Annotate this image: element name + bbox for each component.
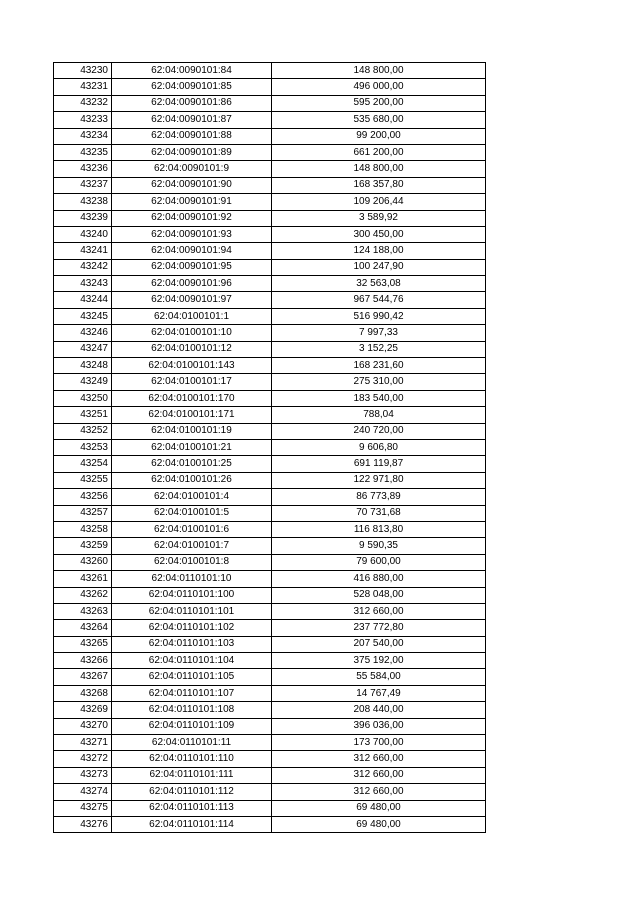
cadastral-value-cell: 183 540,00 <box>272 390 486 406</box>
cadastral-number-cell: 62:04:0090101:89 <box>112 144 272 160</box>
cadastral-number-cell: 62:04:0090101:85 <box>112 79 272 95</box>
row-number-cell: 43236 <box>54 161 112 177</box>
row-number-cell: 43268 <box>54 685 112 701</box>
row-number-cell: 43267 <box>54 669 112 685</box>
table-row <box>54 620 486 636</box>
cadastral-value-cell: 124 188,00 <box>272 243 486 259</box>
cadastral-number-cell: 62:04:0090101:88 <box>112 128 272 144</box>
row-number-cell: 43269 <box>54 702 112 718</box>
table-row <box>54 456 486 472</box>
row-number-cell: 43245 <box>54 308 112 324</box>
row-number-cell: 43249 <box>54 374 112 390</box>
cadastral-number-cell: 62:04:0110101:107 <box>112 685 272 701</box>
table-row <box>54 603 486 619</box>
row-number-cell: 43257 <box>54 505 112 521</box>
cadastral-value-cell: 300 450,00 <box>272 226 486 242</box>
table-row <box>54 685 486 701</box>
cadastral-number-cell: 62:04:0090101:96 <box>112 276 272 292</box>
row-number-cell: 43275 <box>54 800 112 816</box>
cadastral-value-cell: 528 048,00 <box>272 587 486 603</box>
table-row <box>54 407 486 423</box>
row-number-cell: 43262 <box>54 587 112 603</box>
cadastral-number-cell: 62:04:0110101:112 <box>112 784 272 800</box>
row-number-cell: 43273 <box>54 767 112 783</box>
cadastral-value-cell: 788,04 <box>272 407 486 423</box>
row-number-cell: 43258 <box>54 521 112 537</box>
table-row <box>54 521 486 537</box>
table-row <box>54 472 486 488</box>
row-number-cell: 43274 <box>54 784 112 800</box>
table-row <box>54 538 486 554</box>
row-number-cell: 43244 <box>54 292 112 308</box>
table-row <box>54 735 486 751</box>
cadastral-value-cell: 109 206,44 <box>272 194 486 210</box>
cadastral-value-cell: 691 119,87 <box>272 456 486 472</box>
cadastral-number-cell: 62:04:0100101:10 <box>112 325 272 341</box>
cadastral-number-cell: 62:04:0100101:17 <box>112 374 272 390</box>
row-number-cell: 43232 <box>54 95 112 111</box>
table-row <box>54 423 486 439</box>
row-number-cell: 43233 <box>54 112 112 128</box>
cadastral-number-cell: 62:04:0100101:7 <box>112 538 272 554</box>
row-number-cell: 43231 <box>54 79 112 95</box>
row-number-cell: 43250 <box>54 390 112 406</box>
row-number-cell: 43240 <box>54 226 112 242</box>
row-number-cell: 43247 <box>54 341 112 357</box>
table-row <box>54 784 486 800</box>
table-row <box>54 226 486 242</box>
cadastral-number-cell: 62:04:0100101:4 <box>112 489 272 505</box>
row-number-cell: 43261 <box>54 571 112 587</box>
cadastral-value-cell: 967 544,76 <box>272 292 486 308</box>
row-number-cell: 43238 <box>54 194 112 210</box>
table-row <box>54 505 486 521</box>
cadastral-number-cell: 62:04:0100101:12 <box>112 341 272 357</box>
table-row <box>54 259 486 275</box>
row-number-cell: 43246 <box>54 325 112 341</box>
cadastral-number-cell: 62:04:0100101:171 <box>112 407 272 423</box>
table-row <box>54 112 486 128</box>
row-number-cell: 43259 <box>54 538 112 554</box>
table-row <box>54 308 486 324</box>
row-number-cell: 43252 <box>54 423 112 439</box>
cadastral-number-cell: 62:04:0100101:21 <box>112 439 272 455</box>
row-number-cell: 43272 <box>54 751 112 767</box>
cadastral-value-cell: 312 660,00 <box>272 767 486 783</box>
cadastral-value-cell: 168 357,80 <box>272 177 486 193</box>
cadastral-number-cell: 62:04:0110101:103 <box>112 636 272 652</box>
row-number-cell: 43256 <box>54 489 112 505</box>
cadastral-number-cell: 62:04:0110101:105 <box>112 669 272 685</box>
table-row <box>54 161 486 177</box>
cadastral-value-cell: 79 600,00 <box>272 554 486 570</box>
table-row <box>54 702 486 718</box>
row-number-cell: 43265 <box>54 636 112 652</box>
row-number-cell: 43241 <box>54 243 112 259</box>
cadastral-number-cell: 62:04:0100101:5 <box>112 505 272 521</box>
cadastral-value-cell: 375 192,00 <box>272 653 486 669</box>
cadastral-value-cell: 208 440,00 <box>272 702 486 718</box>
cadastral-value-cell: 69 480,00 <box>272 816 486 832</box>
cadastral-value-cell: 416 880,00 <box>272 571 486 587</box>
cadastral-number-cell: 62:04:0100101:26 <box>112 472 272 488</box>
table-row <box>54 554 486 570</box>
cadastral-value-cell: 3 589,92 <box>272 210 486 226</box>
cadastral-value-cell: 535 680,00 <box>272 112 486 128</box>
cadastral-value-cell: 516 990,42 <box>272 308 486 324</box>
cadastral-number-cell: 62:04:0090101:93 <box>112 226 272 242</box>
cadastral-number-cell: 62:04:0090101:86 <box>112 95 272 111</box>
cadastral-value-cell: 496 000,00 <box>272 79 486 95</box>
row-number-cell: 43255 <box>54 472 112 488</box>
cadastral-value-cell: 312 660,00 <box>272 784 486 800</box>
cadastral-value-cell: 396 036,00 <box>272 718 486 734</box>
cadastral-number-cell: 62:04:0110101:100 <box>112 587 272 603</box>
cadastral-value-cell: 275 310,00 <box>272 374 486 390</box>
cadastral-number-cell: 62:04:0110101:109 <box>112 718 272 734</box>
row-number-cell: 43264 <box>54 620 112 636</box>
table-row <box>54 341 486 357</box>
cadastral-value-cell: 661 200,00 <box>272 144 486 160</box>
table-row <box>54 243 486 259</box>
row-number-cell: 43253 <box>54 439 112 455</box>
cadastral-value-cell: 173 700,00 <box>272 735 486 751</box>
cadastral-value-cell: 9 590,35 <box>272 538 486 554</box>
cadastral-number-cell: 62:04:0110101:111 <box>112 767 272 783</box>
table-row <box>54 816 486 832</box>
cadastral-value-cell: 168 231,60 <box>272 358 486 374</box>
table-row <box>54 128 486 144</box>
cadastral-value-cell: 9 606,80 <box>272 439 486 455</box>
row-number-cell: 43237 <box>54 177 112 193</box>
cadastral-number-cell: 62:04:0100101:6 <box>112 521 272 537</box>
table-row <box>54 669 486 685</box>
row-number-cell: 43260 <box>54 554 112 570</box>
cadastral-number-cell: 62:04:0110101:114 <box>112 816 272 832</box>
cadastral-value-cell: 32 563,08 <box>272 276 486 292</box>
table-row <box>54 194 486 210</box>
cadastral-number-cell: 62:04:0090101:87 <box>112 112 272 128</box>
row-number-cell: 43235 <box>54 144 112 160</box>
cadastral-number-cell: 62:04:0110101:101 <box>112 603 272 619</box>
cadastral-number-cell: 62:04:0100101:25 <box>112 456 272 472</box>
row-number-cell: 43276 <box>54 816 112 832</box>
cadastral-value-cell: 14 767,49 <box>272 685 486 701</box>
cadastral-value-cell: 3 152,25 <box>272 341 486 357</box>
cadastral-value-cell: 70 731,68 <box>272 505 486 521</box>
table-row <box>54 587 486 603</box>
row-number-cell: 43234 <box>54 128 112 144</box>
cadastral-number-cell: 62:04:0090101:97 <box>112 292 272 308</box>
cadastral-value-cell: 100 247,90 <box>272 259 486 275</box>
cadastral-number-cell: 62:04:0090101:91 <box>112 194 272 210</box>
table-row <box>54 439 486 455</box>
cadastral-value-cell: 595 200,00 <box>272 95 486 111</box>
table-body <box>54 63 486 833</box>
row-number-cell: 43270 <box>54 718 112 734</box>
row-number-cell: 43271 <box>54 735 112 751</box>
cadastral-number-cell: 62:04:0090101:94 <box>112 243 272 259</box>
cadastral-value-cell: 312 660,00 <box>272 603 486 619</box>
table-row <box>54 751 486 767</box>
table-row <box>54 489 486 505</box>
cadastral-number-cell: 62:04:0110101:110 <box>112 751 272 767</box>
cadastral-number-cell: 62:04:0110101:10 <box>112 571 272 587</box>
table-row <box>54 800 486 816</box>
table-row <box>54 718 486 734</box>
cadastre-value-table <box>53 62 486 833</box>
table-row <box>54 63 486 79</box>
cadastral-value-cell: 69 480,00 <box>272 800 486 816</box>
cadastral-number-cell: 62:04:0100101:170 <box>112 390 272 406</box>
cadastral-value-cell: 237 772,80 <box>272 620 486 636</box>
cadastral-value-cell: 55 584,00 <box>272 669 486 685</box>
row-number-cell: 43230 <box>54 63 112 79</box>
table-row <box>54 95 486 111</box>
row-number-cell: 43242 <box>54 259 112 275</box>
cadastral-value-cell: 99 200,00 <box>272 128 486 144</box>
table-row <box>54 636 486 652</box>
table-row <box>54 390 486 406</box>
cadastral-number-cell: 62:04:0110101:102 <box>112 620 272 636</box>
cadastral-number-cell: 62:04:0100101:8 <box>112 554 272 570</box>
row-number-cell: 43243 <box>54 276 112 292</box>
cadastral-number-cell: 62:04:0090101:90 <box>112 177 272 193</box>
row-number-cell: 43254 <box>54 456 112 472</box>
table-row <box>54 358 486 374</box>
cadastral-number-cell: 62:04:0100101:143 <box>112 358 272 374</box>
table-row <box>54 767 486 783</box>
table-row <box>54 571 486 587</box>
cadastral-number-cell: 62:04:0100101:1 <box>112 308 272 324</box>
cadastral-value-cell: 148 800,00 <box>272 63 486 79</box>
cadastral-value-cell: 7 997,33 <box>272 325 486 341</box>
row-number-cell: 43263 <box>54 603 112 619</box>
cadastral-value-cell: 207 540,00 <box>272 636 486 652</box>
cadastral-number-cell: 62:04:0090101:9 <box>112 161 272 177</box>
row-number-cell: 43239 <box>54 210 112 226</box>
table-row <box>54 292 486 308</box>
table-row <box>54 210 486 226</box>
table-row <box>54 276 486 292</box>
cadastral-number-cell: 62:04:0110101:104 <box>112 653 272 669</box>
cadastral-number-cell: 62:04:0100101:19 <box>112 423 272 439</box>
cadastral-value-cell: 116 813,80 <box>272 521 486 537</box>
table-row <box>54 374 486 390</box>
row-number-cell: 43266 <box>54 653 112 669</box>
cadastral-number-cell: 62:04:0090101:92 <box>112 210 272 226</box>
cadastral-value-cell: 148 800,00 <box>272 161 486 177</box>
cadastral-number-cell: 62:04:0090101:84 <box>112 63 272 79</box>
table-row <box>54 325 486 341</box>
cadastral-value-cell: 122 971,80 <box>272 472 486 488</box>
cadastral-number-cell: 62:04:0110101:108 <box>112 702 272 718</box>
cadastral-value-cell: 240 720,00 <box>272 423 486 439</box>
table-row <box>54 144 486 160</box>
table-row <box>54 79 486 95</box>
cadastral-number-cell: 62:04:0110101:11 <box>112 735 272 751</box>
cadastral-value-cell: 312 660,00 <box>272 751 486 767</box>
table-row <box>54 653 486 669</box>
row-number-cell: 43248 <box>54 358 112 374</box>
cadastral-value-cell: 86 773,89 <box>272 489 486 505</box>
row-number-cell: 43251 <box>54 407 112 423</box>
cadastral-number-cell: 62:04:0110101:113 <box>112 800 272 816</box>
table-row <box>54 177 486 193</box>
cadastral-number-cell: 62:04:0090101:95 <box>112 259 272 275</box>
